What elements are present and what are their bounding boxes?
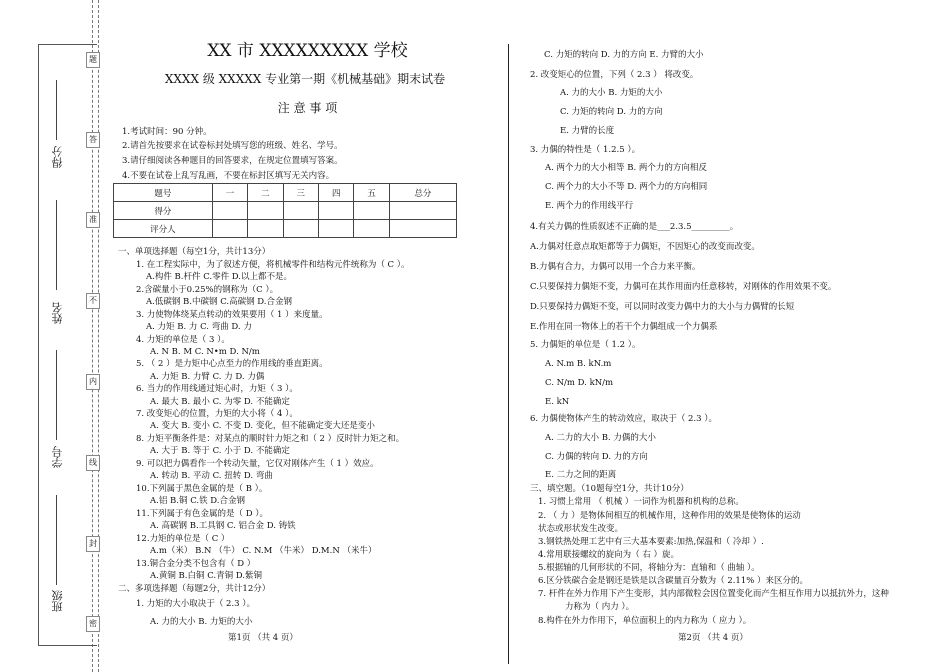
right-question-line: 8.构件在外力作用下，单位面积上的内力称为（ 应力 ）。	[538, 616, 752, 626]
score-fill-line	[56, 80, 57, 140]
score-table-header: 五	[354, 184, 389, 202]
right-question-line: E. 二力之间的距离	[545, 470, 617, 480]
right-question-line: E. 两个力的作用线平行	[545, 201, 634, 211]
binding-tag: 线	[86, 455, 100, 471]
left-question-line: 6. 当力的作用线通过矩心时，力矩（ 3 ）。	[136, 384, 298, 394]
right-question-line: A. 两个力的大小相等 B. 两个力的方向相反	[545, 163, 707, 173]
left-question-line: 10.下列属于黑色金属的是（ B ）。	[136, 484, 268, 494]
binding-side-box	[38, 44, 97, 646]
score-table-row	[114, 220, 457, 238]
left-question-line: A. 力的大小 B. 力矩的大小	[150, 617, 253, 627]
right-question-line: C.只要保持力偶矩不变，力偶可在其作用面内任意移转，对刚体的作用效果不变。	[530, 282, 837, 292]
left-question-line: 9. 可以把力偶看作一个转动矢量，它仅对刚体产生（ 1 ）效应。	[136, 459, 379, 469]
right-question-line: E. kN	[545, 397, 570, 407]
binding-tag: 封	[86, 536, 100, 552]
right-question-line: 力称为（ 内力 ）。	[565, 602, 635, 612]
score-cell[interactable]	[212, 202, 247, 220]
class-fill-line	[56, 495, 57, 585]
left-question-line: 4. 力矩的单位是（ 3 ）。	[136, 335, 230, 345]
left-question-line: 7. 改变矩心的位置，力矩的大小将（ 4 ）。	[136, 409, 298, 419]
left-question-line: 二、多项选择题（每题2分，共计12分）	[118, 584, 271, 594]
left-question-line: A. 转动 B. 平动 C. 扭转 D. 弯曲	[150, 471, 273, 481]
left-question-line: 8. 力矩平衡条件是：对某点的顺时针力矩之和（ 2 ）反时针力矩之和。	[136, 434, 405, 444]
score-table-header: 四	[319, 184, 354, 202]
right-question-line: 2. （ 力 ）是物体间相互的机械作用，这种作用的效果是使物体的运动	[538, 511, 801, 521]
score-table-header: 三	[283, 184, 318, 202]
binding-tag: 内	[86, 374, 100, 390]
notice-title: 注 意 事 项	[277, 101, 338, 115]
score-cell[interactable]	[389, 202, 456, 220]
right-question-line: 4.常用联接螺纹的旋向为（ 右 ）旋。	[538, 550, 680, 560]
right-question-line: 6. 力偶使物体产生的转动效应，取决于（ 2.3 ）。	[530, 414, 717, 424]
right-question-line: 三、填空题。（10题每空1分，共计10分）	[530, 484, 689, 494]
left-question-line: A.低碳钢 B.中碳钢 C.高碳钢 D.合金钢	[146, 297, 293, 307]
right-question-line: 1. 习惯上常用 （ 机械 ）一词作为机器和机构的总称。	[538, 497, 744, 507]
right-question-line: C. 力矩的转向 D. 力的方向	[560, 107, 663, 117]
student-id-fill-line	[56, 350, 57, 440]
page-footer-left: 第1页 （共 4 页）	[228, 633, 298, 643]
left-question-line: A. 力矩 B. 力 C. 弯曲 D. 力	[146, 322, 252, 332]
student-id-side-label: 学号	[51, 446, 64, 468]
notice-line: 3.请仔细阅读各种题目的回答要求，在规定位置填写答案。	[122, 156, 343, 166]
right-question-line: A. 力的大小 B. 力矩的大小	[560, 88, 663, 98]
score-cell[interactable]	[389, 220, 456, 238]
right-question-line: C. 力偶的转向 D. 力的方向	[545, 452, 648, 462]
left-question-line: A. 最大 B. 最小 C. 为零 D. 不能确定	[150, 397, 290, 407]
right-question-line: E. 力臂的长度	[560, 126, 615, 136]
score-cell[interactable]	[212, 220, 247, 238]
score-cell[interactable]	[354, 202, 389, 220]
left-question-line: 2.含碳量小于0.25%的钢称为（C ）。	[136, 285, 279, 295]
left-question-line: A. N B. M C. N•m D. N/m	[150, 347, 260, 357]
left-question-line: A. 高碳钢 B.工具钢 C. 铝合金 D. 铸铁	[150, 521, 296, 531]
left-question-line: 5. （ 2 ）是力矩中心点至力的作用线的垂直距离。	[136, 359, 328, 369]
right-question-line: 5. 力偶矩的单位是（ 1.2 ）。	[530, 340, 641, 350]
score-table-row	[114, 202, 457, 220]
name-side-label: 姓名	[51, 302, 64, 324]
right-question-line: B.力偶有合力，力偶可以用一个合力来平衡。	[530, 262, 701, 272]
left-question-line: 13.铜合金分类不包含有（ D ）	[136, 559, 256, 569]
page-footer-right: 第2页 （共 4 页）	[678, 633, 748, 643]
right-question-line: 5.根据轴的几何形状的不同，将轴分为：直轴和（ 曲轴 ）。	[538, 563, 760, 573]
binding-tag: 密	[86, 616, 100, 632]
notice-line: 1.考试时间：90 分钟。	[122, 127, 212, 137]
right-question-line: 3.钢铁热处理工艺中有三大基本要素:加热,保温和（ 冷却 ）.	[538, 537, 764, 547]
left-question-line: 12.力矩的单位是（ C ）	[136, 534, 230, 544]
school-title: XX 市 XXXXXXXXX 学校	[207, 41, 408, 61]
left-question-line: A.m（米） B.N （牛） C. N.M （牛米） D.M.N （米牛）	[150, 546, 377, 556]
right-question-line: 4.有关力偶的性质叙述不正确的是___2.3.5_________。	[530, 222, 739, 232]
right-question-line: E.作用在同一物体上的若干个力偶组成一个力偶系	[530, 322, 718, 332]
binding-tag: 答	[86, 132, 100, 148]
binding-tag: 题	[86, 52, 100, 68]
score-cell[interactable]	[248, 202, 283, 220]
left-question-line: 3. 力使物体绕某点转动的效果要用（ 1 ）来度量。	[136, 310, 328, 320]
right-question-line: A.力偶对任意点取矩都等于力偶矩，不因矩心的改变而改变。	[530, 242, 760, 252]
right-question-line: A. N.m B. kN.m	[545, 359, 612, 369]
right-question-line: A. 二力的大小 B. 力偶的大小	[545, 433, 656, 443]
score-table-header-row	[114, 184, 457, 202]
score-table	[113, 183, 457, 238]
right-question-line: 7. 杆件在外力作用下产生变形，其内部微粒会因位置变化而产生相互作用力以抵抗外力，这种	[538, 589, 889, 599]
binding-tag: 不	[86, 293, 100, 309]
left-question-line: 1. 在工程实际中，为了叙述方便，将机械零件和结构元件统称为（ C ）。	[136, 260, 410, 270]
binding-tag: 准	[86, 212, 100, 228]
binding-dashed-line-2	[98, 0, 99, 672]
left-question-line: A.铝 B.铜 C.铁 D.合金钢	[150, 496, 246, 506]
score-side-label: 得分	[51, 146, 64, 168]
left-question-line: A. 力矩 B. 力臂 C. 力 D. 力偶	[150, 372, 265, 382]
score-cell[interactable]	[248, 220, 283, 238]
right-question-line: C. 力矩的转向 D. 力的方向 E. 力臂的大小	[544, 50, 704, 60]
left-question-line: 一、单项选择题（每空1分，共计13分）	[118, 247, 271, 257]
right-question-line: 3. 力偶的特性是（ 1.2.5 ）。	[530, 145, 641, 155]
score-row-label: 得分	[114, 202, 213, 220]
name-fill-line	[56, 200, 57, 290]
right-question-line: 6.区分铁碳合金是钢还是铁是以含碳量百分数为（ 2.11% ）来区分的。	[538, 576, 809, 586]
left-question-line: 11.下列属于有色金属的是（ D ）。	[136, 509, 268, 519]
score-cell[interactable]	[319, 220, 354, 238]
score-cell[interactable]	[319, 202, 354, 220]
score-table-header: 二	[248, 184, 283, 202]
right-question-line: 2. 改变矩心的位置，下列（ 2.3 ） 将改变。	[530, 70, 699, 80]
class-side-label: 班级	[51, 590, 64, 612]
score-table-header: 总分	[389, 184, 456, 202]
notice-line: 2.请首先按要求在试卷标封处填写您的班级、姓名、学号。	[122, 141, 343, 151]
right-question-line: C. 两个力的大小不等 D. 两个力的方向相同	[545, 182, 708, 192]
left-question-line: 1. 力矩的大小取决于（ 2.3 ）。	[136, 599, 255, 609]
left-question-line: A. 变大 B. 变小 C. 不变 D. 变化，但不能确定变大还是变小	[150, 421, 375, 431]
score-table-header: 一	[212, 184, 247, 202]
left-question-line: A. 大于 B. 等于 C. 小于 D. 不能确定	[150, 446, 290, 456]
score-cell[interactable]	[283, 220, 318, 238]
left-question-line: A.黄铜 B.白铜 C.青铜 D.紫铜	[150, 571, 263, 581]
score-table-header: 题号	[114, 184, 213, 202]
score-row-label: 评分人	[114, 220, 213, 238]
exam-title: XXXX 级 XXXXX 专业第一期《机械基础》期末试卷	[164, 72, 446, 86]
right-question-line: D.只要保持力偶矩不变，可以同时改变力偶中力的大小与力偶臂的长短	[530, 302, 795, 312]
left-question-line: A.构件 B.杆件 C.零件 D.以上都不是。	[146, 272, 293, 282]
column-divider	[508, 44, 509, 664]
score-cell[interactable]	[354, 220, 389, 238]
notice-line: 4.不要在试卷上乱写乱画，不要在标封区填写无关内容。	[122, 171, 335, 181]
right-question-line: 状态或形状发生改变。	[538, 524, 624, 534]
score-cell[interactable]	[283, 202, 318, 220]
right-question-line: C. N/m D. kN/m	[545, 378, 614, 388]
